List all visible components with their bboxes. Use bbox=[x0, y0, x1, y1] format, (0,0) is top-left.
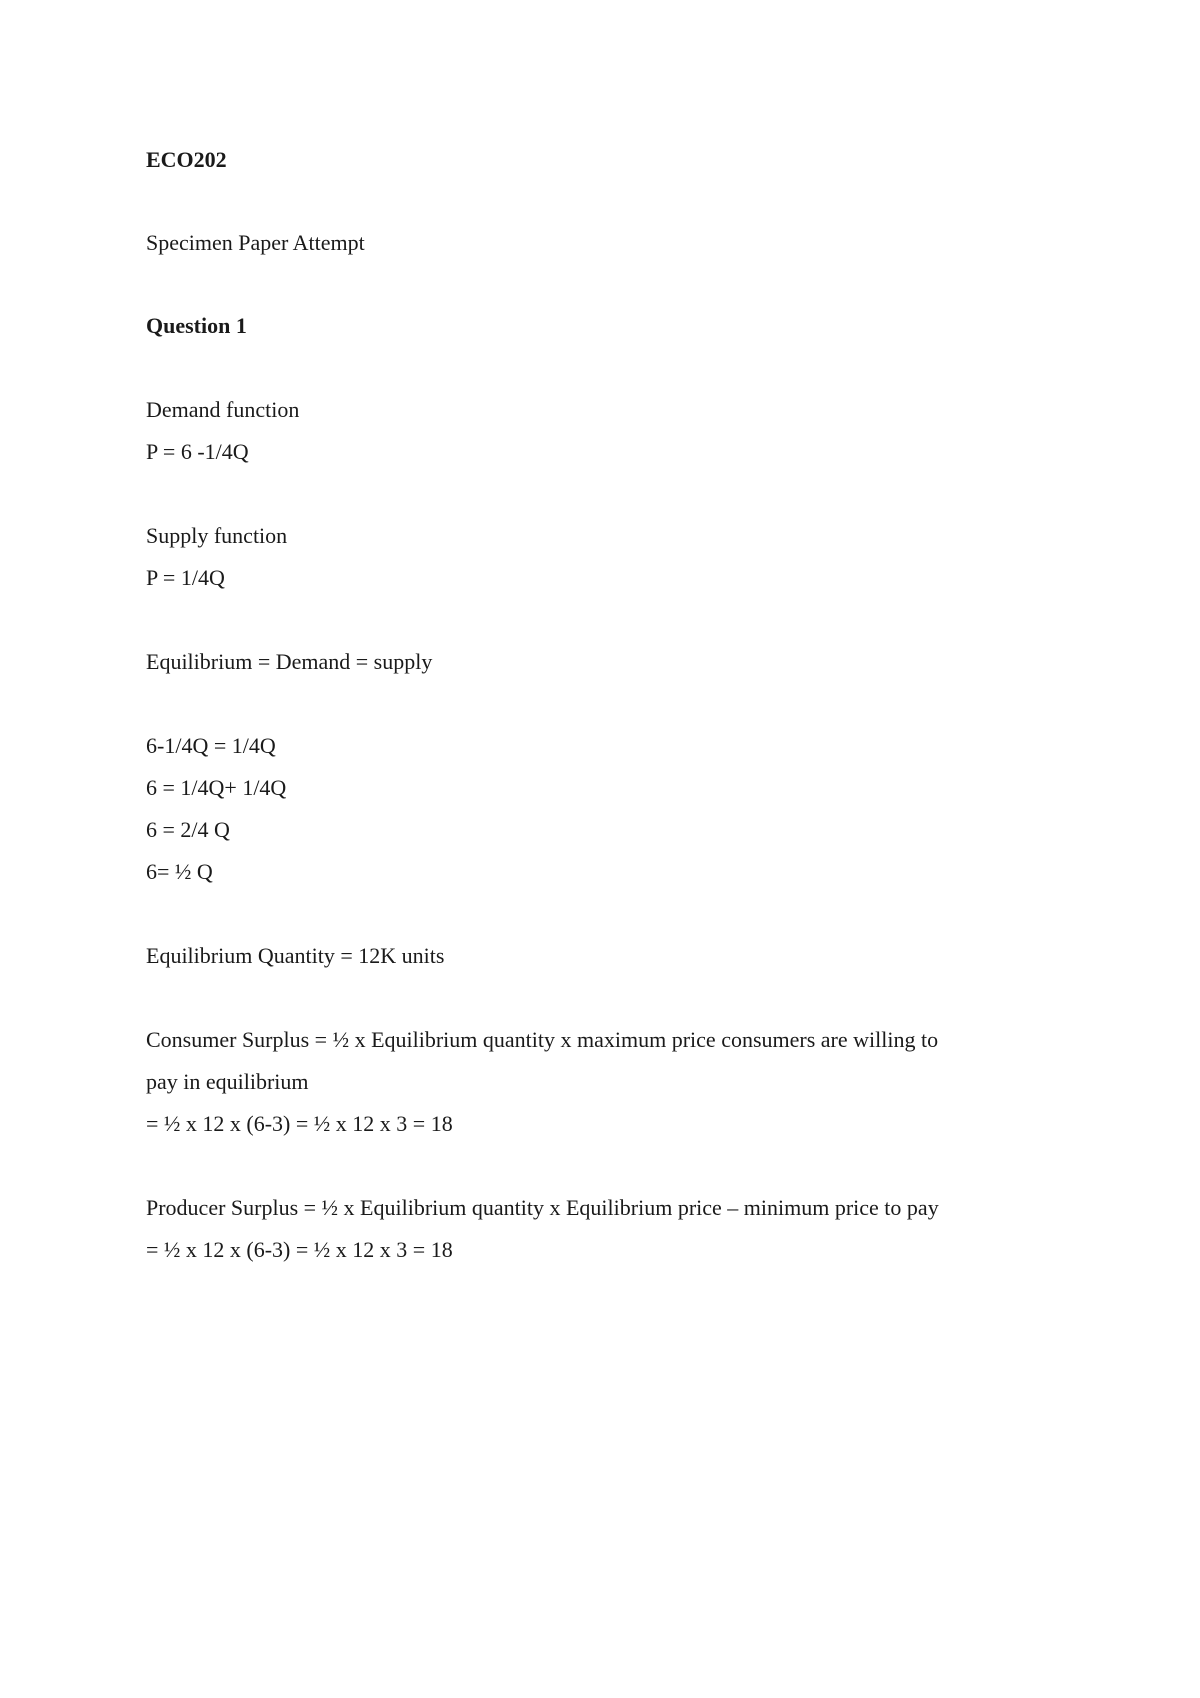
course-code: ECO202 bbox=[146, 147, 227, 172]
supply-equation: P = 1/4Q bbox=[146, 565, 225, 590]
demand-equation: P = 6 -1/4Q bbox=[146, 439, 249, 464]
equation-step: 6-1/4Q = 1/4Q bbox=[146, 733, 276, 758]
document-subtitle: Specimen Paper Attempt bbox=[146, 230, 365, 255]
supply-label: Supply function bbox=[146, 523, 288, 548]
consumer-surplus-definition: Consumer Surplus = ½ x Equilibrium quantity x maximum price consumers are willing to bbox=[146, 1027, 939, 1052]
equilibrium-quantity: Equilibrium Quantity = 12K units bbox=[146, 943, 445, 968]
equation-step: 6 = 1/4Q+ 1/4Q bbox=[146, 775, 287, 800]
equilibrium-statement: Equilibrium = Demand = supply bbox=[146, 649, 433, 674]
equation-step: 6 = 2/4 Q bbox=[146, 817, 230, 842]
question-heading: Question 1 bbox=[146, 313, 247, 338]
producer-surplus-definition: Producer Surplus = ½ x Equilibrium quantity x Equilibrium price – minimum price to pay bbox=[146, 1195, 939, 1220]
equation-step: 6= ½ Q bbox=[146, 859, 213, 884]
consumer-surplus-definition-cont: pay in equilibrium bbox=[146, 1069, 309, 1094]
producer-surplus-calculation: = ½ x 12 x (6-3) = ½ x 12 x 3 = 18 bbox=[146, 1237, 453, 1262]
demand-label: Demand function bbox=[146, 397, 300, 422]
consumer-surplus-calculation: = ½ x 12 x (6-3) = ½ x 12 x 3 = 18 bbox=[146, 1111, 453, 1136]
